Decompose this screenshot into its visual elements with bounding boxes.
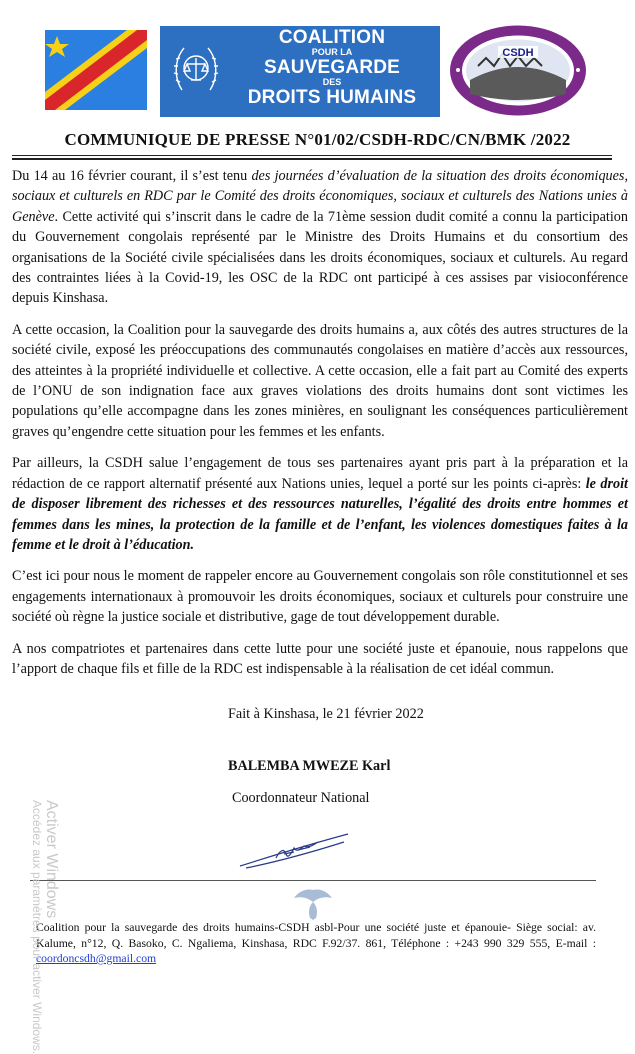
banner-text <box>232 28 432 107</box>
footer-text: Coalition pour la sauvegarde des droits humains-CSDH asbl-Pour une société juste et épanouie- Siège social: av. Kalume, n°12, Q. Basoko, C. Ngaliema, Kinshasa, RDC F.92/37. 861, Téléphone : +243 990 329 555, E-mail : <box>36 921 596 950</box>
signatory-name: BALEMBA MWEZE Karl <box>228 758 391 774</box>
p3-emphasis: le droit de disposer librement des richesses et des ressources naturelles, l’égalité des droits entre hommes et femmes dans les mines, la protection de la famille et de l’enfant, les violences domestiques faites à la femme et le droit à l’éducation. <box>12 475 628 553</box>
banner-line-2: POUR LA <box>311 47 353 57</box>
page-title: COMMUNIQUE DE PRESSE N°01/02/CSDH-RDC/CN/BMK /2022 <box>64 130 571 149</box>
p1-intro: Du 14 au 16 février courant, il s’est tenu <box>12 168 252 184</box>
title-divider-thick <box>12 158 612 160</box>
handwritten-signature <box>236 828 356 872</box>
logo-label: CSDH <box>502 47 534 59</box>
activation-watermark <box>24 800 224 1054</box>
paragraph-1 <box>12 166 628 309</box>
title-divider <box>12 155 612 156</box>
footer-email-link[interactable]: coordoncsdh@gmail.com <box>36 952 157 966</box>
watermark-line-1: Activer Windows <box>43 800 60 919</box>
banner-line-5: DROITS HUMAINS <box>247 87 417 108</box>
banner-line-1: COALITION <box>278 27 386 48</box>
p1-rest: . Cette activité qui s’inscrit dans le cadre de la 71ème session dudit comité a connu la participation du Gouvernement congolais représenté par le Ministre des Droits Humains et du consortium des organisations de la Société civile spécialisées dans les droits économiques, sociaux et culturels. Au regard des contraintes liées à la Covid-19, les OSC de la RDC ont participé à ces assises par visioconférence depuis Kinshasa. <box>12 208 628 307</box>
csdh-logo <box>448 24 588 117</box>
paragraph-5: A nos compatriotes et partenaires dans cette lutte pour une société juste et épanouie, nous rappelons que l’apport de chaque fils et fille de la RDC est indispensable à la réalisation de cet idéal commun. <box>12 640 628 677</box>
paragraph-3 <box>12 453 628 555</box>
drc-flag <box>45 30 147 110</box>
watermark-line-2: Accédez aux paramètres pour activer Windows. <box>30 800 44 1054</box>
banner-line-3: SAUVEGARDE <box>263 57 401 78</box>
signatory-role: Coordonnateur National <box>232 790 370 806</box>
place-date: Fait à Kinshasa, le 21 février 2022 <box>228 706 424 722</box>
justice-seal-icon <box>172 40 220 100</box>
banner-line-4: DES <box>322 77 342 87</box>
p3-intro: Par ailleurs, la CSDH salue l’engagement de tous ses partenaires ayant pris part à la préparation et la rédaction de ce rapport alternatif présenté aux Nations unies, lequel a porté sur les points ci-après: <box>12 455 628 492</box>
paragraph-4: C’est ici pour nous le moment de rappeler encore au Gouvernement congolais son rôle constitutionnel et ses engagements internationaux à promouvoir les droits économiques, sociaux et culturels pour construire une société où règne la justice sociale et distributive, gage de tout développement durable. <box>12 568 628 626</box>
communique-body <box>12 166 628 690</box>
paragraph-2: A cette occasion, la Coalition pour la sauvegarde des droits humains a, aux côtés des autres structures de la société civile, exposé les préoccupations des communautés congolaises en matière d’accès aux ressources, des atteintes à la propriété individuelle et collective. A cette occasion, elle a fait part au Comité des experts de l’ONU de son indignation face aux graves violations des droits humains dont sont victimes les populations qu’elle accompagne dans les zones minières, en soulignant les conséquences particulièrement graves qu’engendre cette situation pour les femmes et les enfants. <box>12 321 628 440</box>
p1-italic: des journées d’évaluation de la situation des droits économiques, sociaux et culturels en RDC par le Comité des droits économiques, sociaux et culturels des Nations unies à Genève <box>12 168 628 225</box>
dove-emblem-icon <box>288 886 338 922</box>
